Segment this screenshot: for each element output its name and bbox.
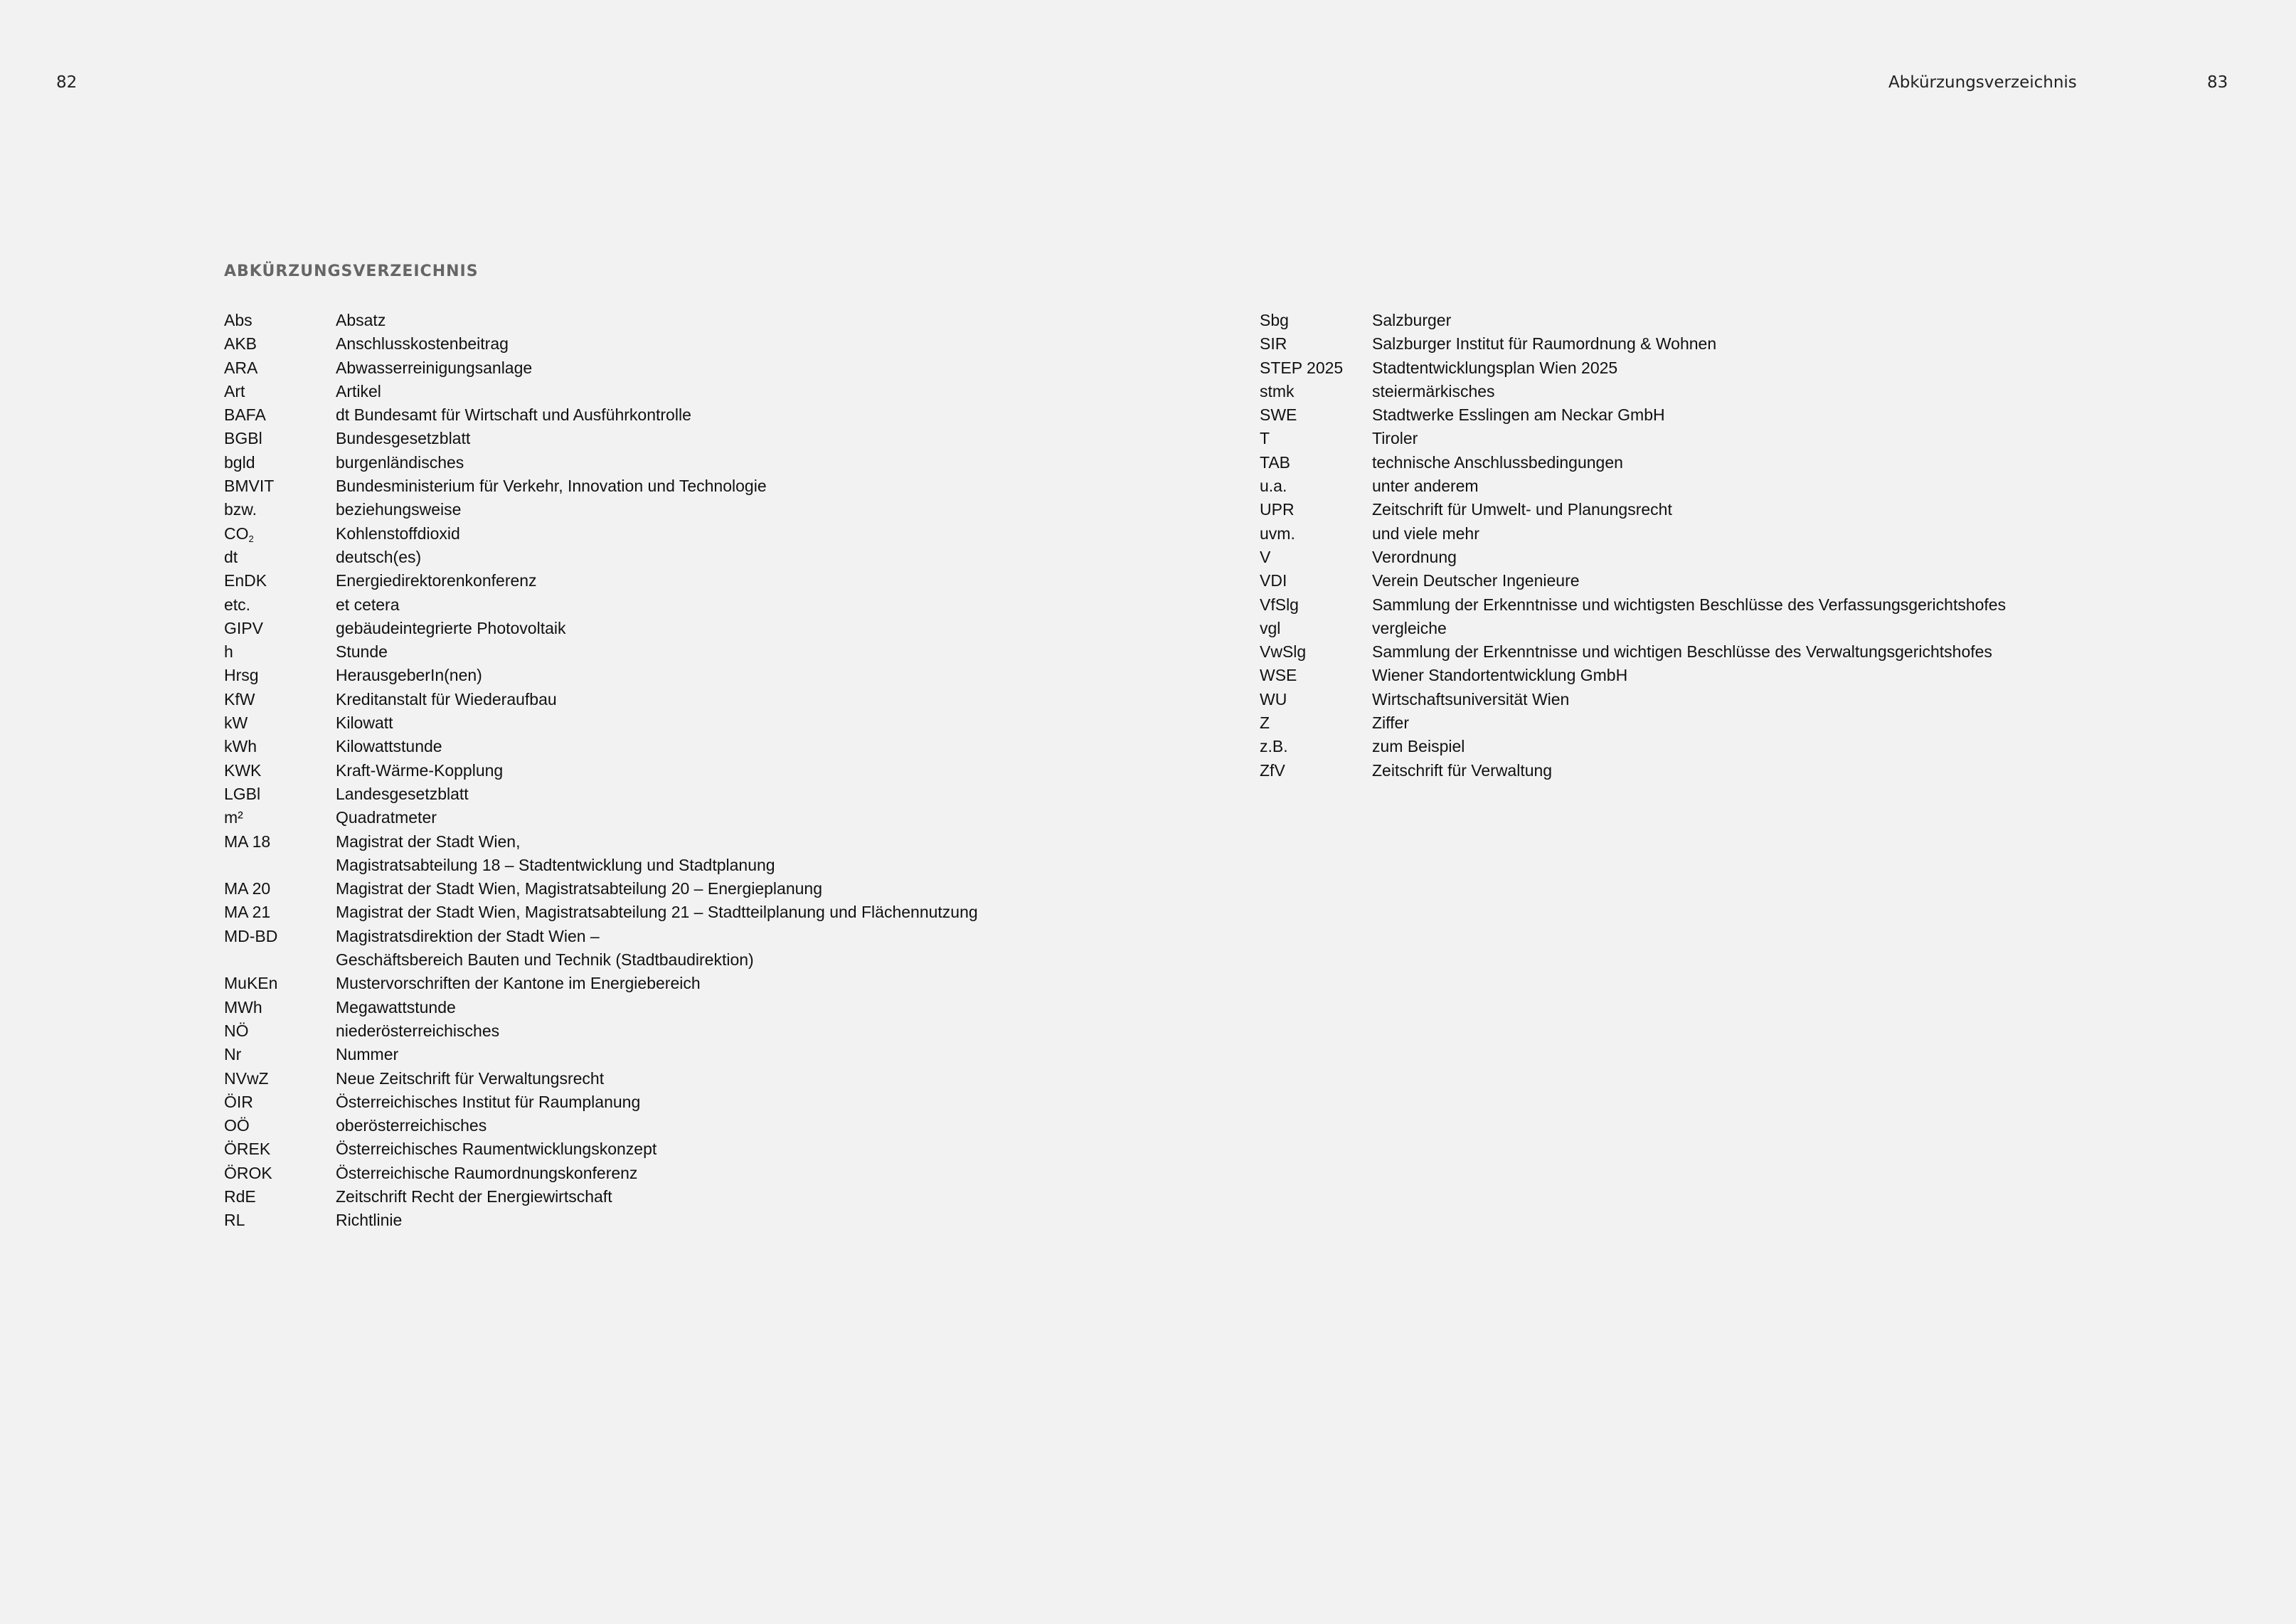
abbreviation-term-text: z.B. <box>1260 737 1288 756</box>
abbreviation-description: Stadtentwicklungsplan Wien 2025 <box>1372 358 1618 377</box>
abbreviation-term <box>1260 664 1297 687</box>
abbreviation-term <box>224 1043 241 1066</box>
abbreviation-description: Wirtschaftsuniversität Wien <box>1372 689 1570 708</box>
abbreviation-entry <box>224 451 978 474</box>
abbreviation-entry <box>224 996 978 1019</box>
abbreviation-term-text: Art <box>224 381 245 400</box>
abbreviation-term <box>224 1209 245 1232</box>
abbreviation-entry <box>224 498 978 521</box>
abbreviation-entry <box>224 1185 978 1209</box>
abbreviation-term-text: bgld <box>224 452 255 472</box>
abbreviation-description: Bundesministerium für Verkehr, Innovation und Technologie <box>336 477 767 496</box>
abbreviation-term-text: kW <box>224 713 248 733</box>
abbreviation-term <box>224 1114 250 1137</box>
abbreviation-term <box>1260 403 1297 427</box>
abbreviation-description: Energiedirektorenkonferenz <box>336 571 537 590</box>
abbreviation-term <box>1260 617 1280 640</box>
abbreviation-term-text: MA 20 <box>224 879 271 898</box>
abbreviation-description: HerausgeberIn(nen) <box>336 666 482 685</box>
abbreviation-term <box>224 688 255 711</box>
abbreviation-term <box>1260 640 1306 664</box>
abbreviation-description: Anschlusskostenbeitrag <box>336 334 509 354</box>
abbreviation-term-text: bzw. <box>224 500 257 519</box>
abbreviation-description: Artikel <box>336 381 381 400</box>
abbreviation-description: Kilowattstunde <box>336 737 442 756</box>
abbreviation-entry <box>224 1090 978 1114</box>
abbreviation-description: Stadtwerke Esslingen am Neckar GmbH <box>1372 405 1665 425</box>
abbreviation-term-text: TAB <box>1260 452 1291 472</box>
abbreviation-entry <box>224 427 978 450</box>
abbreviation-term <box>224 546 238 569</box>
abbreviation-term-text: T <box>1260 429 1270 448</box>
abbreviation-entry <box>1260 664 2006 687</box>
abbreviation-entry <box>224 688 978 711</box>
abbreviation-term-text: h <box>224 642 233 662</box>
abbreviation-description: niederösterreichisches <box>336 1021 500 1040</box>
abbreviation-term-text: KfW <box>224 689 255 708</box>
abbreviation-term-text: BAFA <box>224 405 266 425</box>
abbreviation-description: Bundesgesetzblatt <box>336 429 471 448</box>
abbreviation-entry <box>1260 332 2006 356</box>
abbreviation-term <box>224 617 263 640</box>
abbreviation-description: Zeitschrift für Verwaltung <box>1372 760 1553 780</box>
abbreviation-description: dt Bundesamt für Wirtschaft und Ausführkontrolle <box>336 405 691 425</box>
abbreviation-term <box>224 711 248 735</box>
abbreviation-description: Neue Zeitschrift für Verwaltungsrecht <box>336 1068 605 1088</box>
abbreviation-description: Nummer <box>336 1045 399 1064</box>
abbreviation-entry <box>1260 688 2006 711</box>
abbreviation-entry <box>1260 735 2006 758</box>
abbreviation-term-text: Sbg <box>1260 311 1289 329</box>
abbreviation-entry <box>1260 546 2006 569</box>
abbreviation-entry <box>1260 451 2006 474</box>
abbreviation-term-text: LGBl <box>224 784 261 803</box>
abbreviation-term-text: MWh <box>224 997 262 1017</box>
abbreviation-term-text: WU <box>1260 689 1287 708</box>
abbreviation-term-text: SIR <box>1260 334 1287 354</box>
abbreviation-term <box>224 309 253 332</box>
abbreviation-description: Österreichisches Institut für Raumplanung <box>336 1092 641 1111</box>
abbreviation-term-text: VwSlg <box>1260 642 1307 662</box>
abbreviation-description: und viele mehr <box>1372 524 1479 543</box>
abbreviation-term <box>224 593 250 617</box>
right-page-number: 83 <box>2207 73 2228 92</box>
abbreviation-description: Megawattstunde <box>336 997 456 1017</box>
abbreviation-entry <box>224 830 978 878</box>
abbreviation-term <box>224 1019 249 1043</box>
abbreviation-term-text: NVwZ <box>224 1068 269 1088</box>
abbreviation-term <box>224 1185 256 1209</box>
abbreviation-term <box>224 782 260 806</box>
abbreviation-term-text: ÖIR <box>224 1092 253 1111</box>
abbreviation-entry <box>224 1162 978 1185</box>
abbreviation-term <box>224 427 262 450</box>
abbreviation-description: technische Anschlussbedingungen <box>1372 452 1623 472</box>
abbreviation-term <box>224 1090 253 1114</box>
abbreviation-entry <box>1260 759 2006 782</box>
abbreviation-description: Absatz <box>336 311 386 329</box>
abbreviation-entry <box>224 877 978 901</box>
abbreviation-description: Verordnung <box>1372 547 1457 566</box>
abbreviation-entry <box>224 735 978 758</box>
abbreviation-list-left <box>224 309 978 1233</box>
abbreviation-term <box>1260 309 1289 332</box>
abbreviation-entry <box>1260 309 2006 332</box>
abbreviation-term-text: RL <box>224 1211 245 1230</box>
abbreviation-description: Salzburger Institut für Raumordnung & Wohnen <box>1372 334 1717 354</box>
abbreviation-description: Kohlenstoffdioxid <box>336 524 460 543</box>
abbreviation-description: burgenländisches <box>336 452 464 472</box>
section-title: ABKÜRZUNGSVERZEICHNIS <box>224 262 479 280</box>
abbreviation-entry <box>1260 356 2006 380</box>
abbreviation-term-text: VfSlg <box>1260 595 1299 614</box>
abbreviation-term <box>224 522 254 546</box>
abbreviation-description: Zeitschrift Recht der Energiewirtschaft <box>336 1187 612 1206</box>
abbreviation-term <box>1260 380 1295 403</box>
abbreviation-entry <box>224 1114 978 1137</box>
abbreviation-term <box>1260 569 1287 593</box>
abbreviation-term-text: OÖ <box>224 1116 250 1135</box>
abbreviation-description: Magistratsdirektion der Stadt Wien – Geschäftsbereich Bauten und Technik (Stadtbaudirektion) <box>336 926 754 970</box>
abbreviation-term-text: V <box>1260 547 1271 566</box>
abbreviation-term <box>224 498 257 521</box>
abbreviation-term-text: EnDK <box>224 571 267 590</box>
abbreviation-term-text: stmk <box>1260 381 1295 400</box>
abbreviation-description: Tiroler <box>1372 429 1418 448</box>
abbreviation-term-text: SWE <box>1260 405 1297 425</box>
abbreviation-term-text: KWK <box>224 760 262 780</box>
abbreviation-entry <box>224 1209 978 1232</box>
abbreviation-description: Sammlung der Erkenntnisse und wichtigen Beschlüsse des Verwaltungsgerichtshofes <box>1372 642 1992 662</box>
abbreviation-description: Verein Deutscher Ingenieure <box>1372 571 1580 590</box>
abbreviation-term <box>224 925 277 948</box>
abbreviation-description: Quadratmeter <box>336 808 437 827</box>
abbreviation-term-text: u.a. <box>1260 477 1287 496</box>
abbreviation-term-text: vgl <box>1260 618 1281 637</box>
abbreviation-term <box>1260 498 1295 521</box>
abbreviation-entry <box>1260 640 2006 664</box>
abbreviation-description: Sammlung der Erkenntnisse und wichtigsten Beschlüsse des Verfassungsgerichtshofes <box>1372 595 2007 614</box>
abbreviation-term <box>224 451 255 474</box>
abbreviation-term-text: VDI <box>1260 571 1287 590</box>
abbreviation-subscript: 2 <box>248 533 254 544</box>
abbreviation-description: Salzburger <box>1372 311 1452 329</box>
abbreviation-description: Magistrat der Stadt Wien, Magistratsabteilung 21 – Stadtteilplanung und Flächennutzung <box>336 903 978 922</box>
abbreviation-term <box>1260 688 1287 711</box>
abbreviation-term-text: MD-BD <box>224 926 278 945</box>
abbreviation-term-text: Nr <box>224 1045 242 1064</box>
abbreviation-entry <box>1260 522 2006 546</box>
abbreviation-entry <box>224 569 978 593</box>
abbreviation-list-right <box>1260 309 2006 782</box>
abbreviation-description: et cetera <box>336 595 400 614</box>
abbreviation-term <box>224 403 266 427</box>
abbreviation-description: Magistrat der Stadt Wien, Magistratsabteilung 18 – Stadtentwicklung und Stadtplanung <box>336 832 775 874</box>
abbreviation-term-text: Z <box>1260 713 1270 733</box>
abbreviation-entry <box>224 901 978 924</box>
abbreviation-entry <box>224 1043 978 1066</box>
abbreviation-entry <box>224 640 978 664</box>
abbreviation-description: deutsch(es) <box>336 547 422 566</box>
abbreviation-term-text: ZfV <box>1260 760 1285 780</box>
abbreviation-entry <box>224 474 978 498</box>
abbreviation-description: steiermärkisches <box>1372 381 1495 400</box>
abbreviation-term <box>224 380 245 403</box>
abbreviation-term-text: WSE <box>1260 666 1297 685</box>
abbreviation-term <box>1260 593 1299 617</box>
abbreviation-description: Ziffer <box>1372 713 1409 733</box>
abbreviation-term-text: Abs <box>224 311 253 329</box>
abbreviation-description: Zeitschrift für Umwelt- und Planungsrecht <box>1372 500 1672 519</box>
abbreviation-term <box>224 569 267 593</box>
abbreviation-term <box>224 830 270 854</box>
abbreviation-term <box>1260 711 1270 735</box>
abbreviation-entry <box>1260 498 2006 521</box>
abbreviation-term <box>224 972 277 995</box>
abbreviation-description: Richtlinie <box>336 1211 403 1230</box>
abbreviation-term <box>224 356 257 380</box>
abbreviation-term-text: RdE <box>224 1187 256 1206</box>
abbreviation-term <box>1260 474 1287 498</box>
abbreviation-term-text: Hrsg <box>224 666 259 685</box>
abbreviation-term <box>224 664 259 687</box>
abbreviation-description: gebäudeintegrierte Photovoltaik <box>336 618 566 637</box>
abbreviation-entry <box>224 380 978 403</box>
abbreviation-entry <box>1260 474 2006 498</box>
running-header-title: Abkürzungsverzeichnis <box>1888 73 2077 92</box>
abbreviation-term-text: GIPV <box>224 618 263 637</box>
abbreviation-term-text: MA 21 <box>224 903 271 922</box>
abbreviation-term-text: kWh <box>224 737 257 756</box>
abbreviation-term <box>224 640 233 664</box>
abbreviation-entry <box>224 617 978 640</box>
abbreviation-description: Magistrat der Stadt Wien, Magistratsabteilung 20 – Energieplanung <box>336 879 823 898</box>
abbreviation-entry <box>224 546 978 569</box>
abbreviation-entry <box>224 1137 978 1161</box>
abbreviation-term <box>1260 356 1343 380</box>
abbreviation-description: Österreichisches Raumentwicklungskonzept <box>336 1140 657 1159</box>
abbreviation-entry <box>224 332 978 356</box>
abbreviation-entry <box>224 403 978 427</box>
abbreviation-term <box>1260 735 1288 758</box>
abbreviation-entry <box>224 664 978 687</box>
abbreviation-term-text: m² <box>224 808 243 827</box>
abbreviation-entry <box>224 759 978 782</box>
abbreviation-term-text: MuKEn <box>224 974 278 993</box>
abbreviation-description: zum Beispiel <box>1372 737 1465 756</box>
abbreviation-description: Kreditanstalt für Wiederaufbau <box>336 689 557 708</box>
abbreviation-term-text: ÖREK <box>224 1140 271 1159</box>
abbreviation-term <box>224 1162 272 1185</box>
abbreviation-term <box>1260 332 1287 356</box>
abbreviation-entry <box>1260 711 2006 735</box>
abbreviation-term <box>224 996 262 1019</box>
abbreviation-entry <box>224 522 978 546</box>
abbreviation-term <box>224 901 270 924</box>
abbreviation-term-text: AKB <box>224 334 257 354</box>
abbreviation-entry <box>224 309 978 332</box>
abbreviation-description: Abwasserreinigungsanlage <box>336 358 533 377</box>
abbreviation-term <box>224 806 243 829</box>
abbreviation-term-text: ARA <box>224 358 258 377</box>
abbreviation-description: vergleiche <box>1372 618 1447 637</box>
abbreviation-entry <box>224 711 978 735</box>
left-page-number: 82 <box>56 73 78 92</box>
abbreviation-entry <box>224 782 978 806</box>
abbreviation-description: Österreichische Raumordnungskonferenz <box>336 1163 638 1182</box>
abbreviation-description: beziehungsweise <box>336 500 462 519</box>
abbreviation-term-text: NÖ <box>224 1021 249 1040</box>
abbreviation-term <box>1260 522 1295 546</box>
abbreviation-term <box>224 1067 269 1090</box>
abbreviation-description: Kraft-Wärme-Kopplung <box>336 760 504 780</box>
abbreviation-entry <box>224 806 978 829</box>
abbreviation-term-text: BMVIT <box>224 477 275 496</box>
abbreviation-term-text: MA 18 <box>224 832 271 851</box>
abbreviation-term-text: ÖROK <box>224 1163 272 1182</box>
abbreviation-term <box>224 474 274 498</box>
abbreviation-term <box>224 1137 270 1161</box>
abbreviation-term <box>1260 759 1285 782</box>
abbreviation-description: Wiener Standortentwicklung GmbH <box>1372 666 1628 685</box>
abbreviation-entry <box>1260 427 2006 450</box>
abbreviation-term <box>224 735 257 758</box>
abbreviation-term <box>224 877 270 901</box>
abbreviation-entry <box>224 925 978 972</box>
abbreviation-entry <box>1260 593 2006 617</box>
abbreviation-entry <box>1260 569 2006 593</box>
abbreviation-entry <box>224 1019 978 1043</box>
abbreviation-term-text: CO <box>224 524 249 543</box>
abbreviation-entry <box>224 356 978 380</box>
abbreviation-description: Stunde <box>336 642 388 662</box>
abbreviation-entry <box>224 593 978 617</box>
abbreviation-description: oberösterreichisches <box>336 1116 487 1135</box>
abbreviation-term-text: STEP 2025 <box>1260 358 1344 377</box>
abbreviation-entry <box>1260 617 2006 640</box>
abbreviation-description: Kilowatt <box>336 713 393 733</box>
abbreviation-description: unter anderem <box>1372 477 1479 496</box>
abbreviation-term-text: etc. <box>224 595 251 614</box>
abbreviation-term <box>1260 546 1270 569</box>
abbreviation-term-text: UPR <box>1260 500 1295 519</box>
abbreviation-term-text: uvm. <box>1260 524 1295 543</box>
abbreviation-entry <box>1260 403 2006 427</box>
abbreviation-entry <box>224 972 978 995</box>
abbreviation-term <box>224 759 261 782</box>
abbreviation-term <box>1260 451 1290 474</box>
abbreviation-term <box>224 332 257 356</box>
abbreviation-term-text: dt <box>224 547 238 566</box>
abbreviation-term <box>1260 427 1270 450</box>
abbreviation-entry <box>224 1067 978 1090</box>
abbreviation-term-text: BGBl <box>224 429 262 448</box>
abbreviation-entry <box>1260 380 2006 403</box>
abbreviation-description: Landesgesetzblatt <box>336 784 469 803</box>
abbreviation-description: Mustervorschriften der Kantone im Energiebereich <box>336 974 701 993</box>
